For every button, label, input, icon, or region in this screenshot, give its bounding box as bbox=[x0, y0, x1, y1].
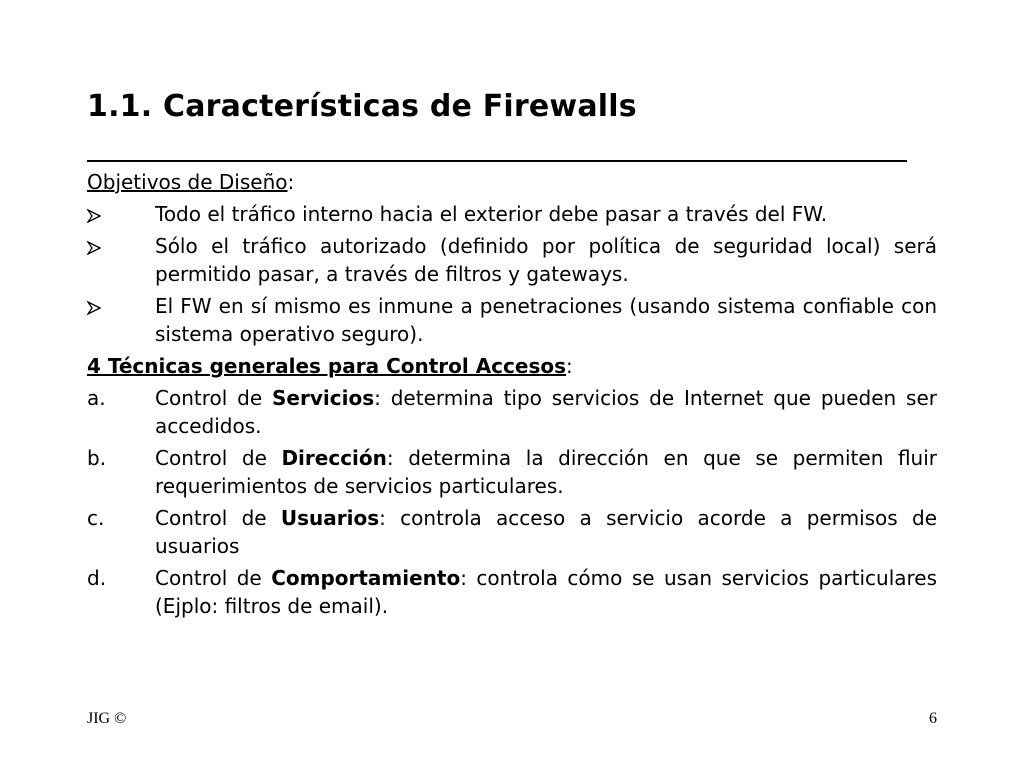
item-prefix: Control de bbox=[155, 566, 272, 590]
list-item-text bbox=[155, 564, 937, 620]
item-description: : controla acceso a servicio acorde a permisos de usuarios bbox=[155, 506, 938, 558]
footer-page-number: 6 bbox=[929, 710, 937, 727]
list-item-text: Todo el tráfico interno hacia el exterior debe pasar a través del FW. bbox=[155, 202, 828, 226]
footer-author: JIG © bbox=[87, 710, 127, 727]
item-description: : controla cómo se usan servicios particulares (Ejplo: filtros de email). bbox=[155, 566, 938, 618]
bullet-marker bbox=[87, 200, 155, 228]
slide-title: 1.1. Características de Firewalls bbox=[87, 89, 637, 124]
list-item-text bbox=[155, 504, 937, 560]
item-description: : determina la dirección en que se permiten fluir requerimientos de servicios particulares. bbox=[155, 446, 937, 498]
item-prefix: Control de bbox=[155, 446, 282, 470]
item-term: Comportamiento bbox=[271, 566, 461, 590]
item-prefix: Control de bbox=[155, 386, 273, 410]
slide-content bbox=[87, 168, 937, 624]
section-heading-objetivos bbox=[87, 168, 937, 196]
list-item-tecnica-a bbox=[87, 384, 937, 440]
title-divider bbox=[87, 160, 907, 162]
list-item-text bbox=[155, 444, 937, 500]
item-term: Usuarios bbox=[280, 506, 380, 530]
list-marker: b. bbox=[87, 446, 107, 470]
item-term: Servicios bbox=[272, 386, 375, 410]
list-item-objetivo-2 bbox=[87, 232, 937, 288]
arrowhead-bullet-icon bbox=[87, 241, 101, 255]
list-item-tecnica-d bbox=[87, 564, 937, 620]
list-marker: c. bbox=[87, 506, 105, 530]
section-heading-objetivos-colon: : bbox=[287, 170, 295, 194]
section-heading-tecnicas-colon: : bbox=[566, 354, 573, 378]
list-item-tecnica-b bbox=[87, 444, 937, 500]
bullet-marker bbox=[87, 292, 155, 320]
section-heading-tecnicas bbox=[87, 352, 937, 380]
list-marker: a. bbox=[87, 386, 106, 410]
section-heading-tecnicas-text: 4 Técnicas generales para Control Accesos bbox=[87, 354, 567, 378]
item-term: Dirección bbox=[281, 446, 387, 470]
list-item-tecnica-c bbox=[87, 504, 937, 560]
list-item-text bbox=[155, 384, 937, 440]
section-heading-objetivos-text: Objetivos de Diseño bbox=[87, 170, 288, 194]
list-item-objetivo-1 bbox=[87, 200, 937, 228]
item-description: : determina tipo servicios de Internet que pueden ser accedidos. bbox=[155, 386, 938, 438]
list-marker: d. bbox=[87, 566, 107, 590]
list-item-text: Sólo el tráfico autorizado (definido por política de seguridad local) será permitido pasar, a través de filtros y gateways. bbox=[155, 234, 937, 286]
list-item-text: El FW en sí mismo es inmune a penetraciones (usando sistema confiable con sistema operativo seguro). bbox=[155, 294, 937, 346]
item-prefix: Control de bbox=[155, 506, 281, 530]
arrowhead-bullet-icon bbox=[87, 301, 101, 315]
arrowhead-bullet-icon bbox=[87, 209, 101, 223]
list-item-objetivo-3 bbox=[87, 292, 937, 348]
bullet-marker bbox=[87, 232, 155, 260]
